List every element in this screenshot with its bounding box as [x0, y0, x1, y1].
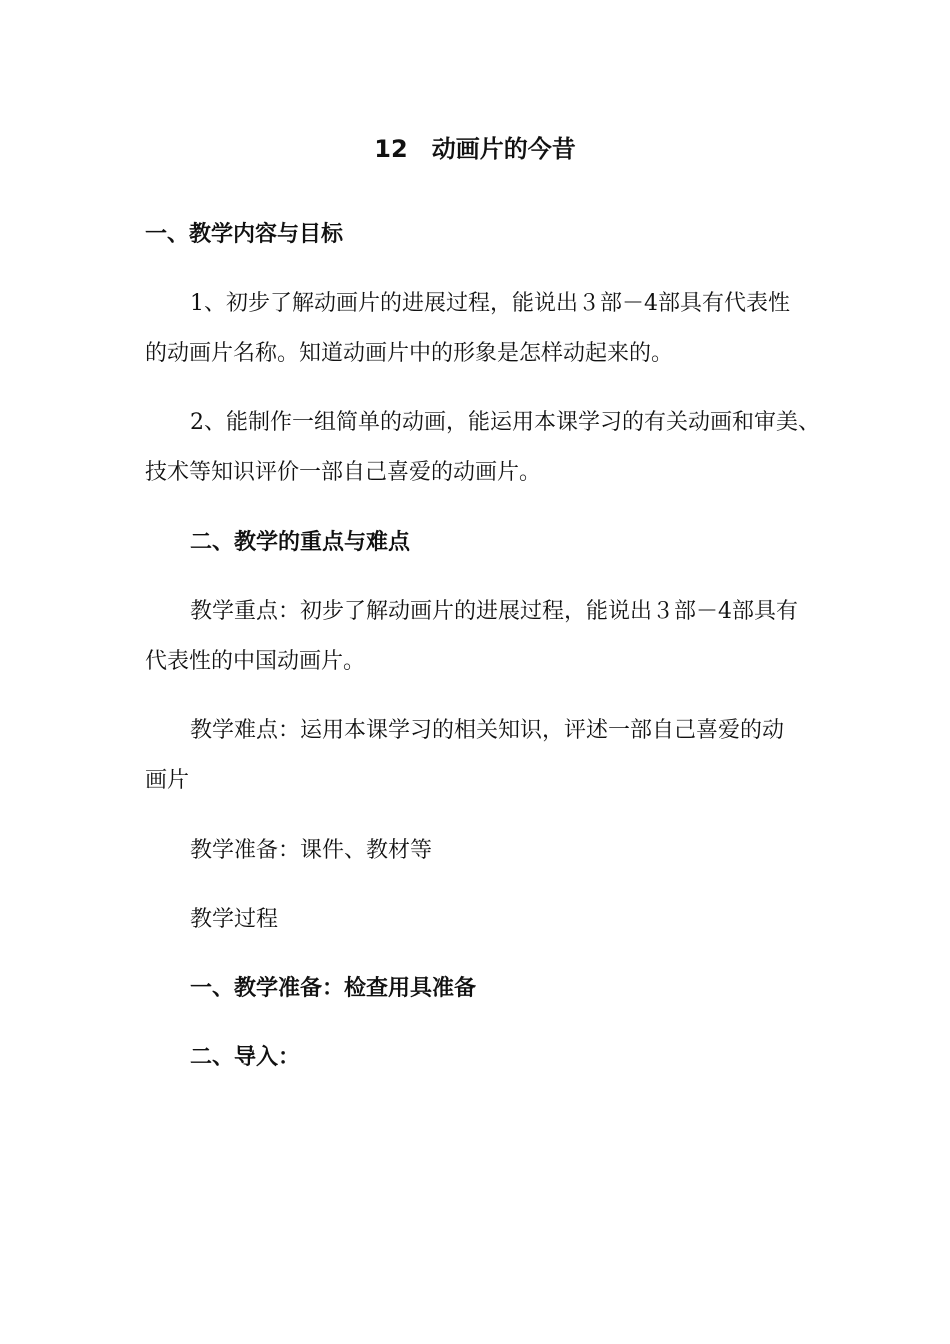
teaching-difficulty-line-2: 画片	[145, 768, 190, 793]
teaching-process: 教学过程	[190, 907, 279, 932]
teaching-focus-line-2: 代表性的中国动画片。	[145, 649, 366, 674]
goal-1-line-1: 1、初步了解动画片的进展过程，能说出３部－4部具有代表性	[190, 291, 790, 316]
teaching-difficulty-line-1: 教学难点：运用本课学习的相关知识，评述一部自己喜爱的动	[190, 718, 785, 743]
section-heading-content-goals: 一、教学内容与目标	[145, 222, 344, 247]
teaching-preparation: 教学准备：课件、教材等	[190, 838, 433, 863]
step-2-heading: 二、导入：	[190, 1045, 301, 1070]
goal-2-line-2: 技术等知识评价一部自己喜爱的动画片。	[145, 460, 542, 485]
teaching-focus-line-1: 教学重点：初步了解动画片的进展过程，能说出３部－4部具有	[190, 599, 798, 624]
step-1-heading: 一、教学准备：检查用具准备	[190, 976, 477, 1001]
goal-2-line-1: 2、能制作一组简单的动画，能运用本课学习的有关动画和审美、	[190, 410, 820, 435]
section-heading-focus-difficulty: 二、教学的重点与难点	[190, 530, 411, 555]
document-title: 12 动画片的今昔	[374, 135, 576, 163]
goal-1-line-2: 的动画片名称。知道动画片中的形象是怎样动起来的。	[145, 341, 674, 366]
